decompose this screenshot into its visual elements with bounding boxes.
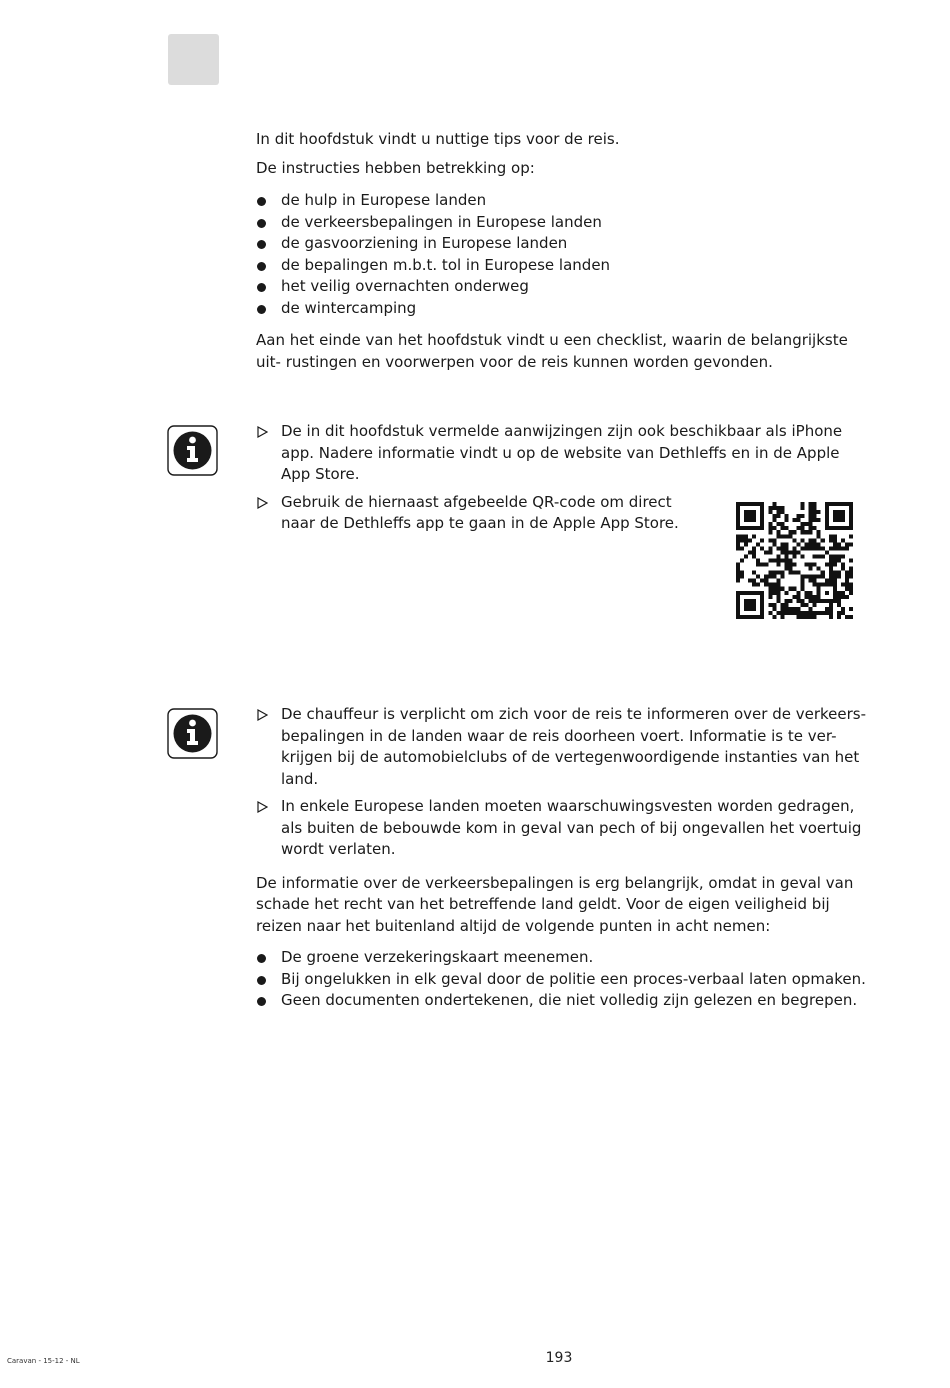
list-item: de wintercamping	[256, 298, 866, 320]
note-2	[256, 704, 866, 1012]
info-icon	[167, 708, 218, 759]
note-2-item-1: De chauffeur is verplicht om zich voor de reis te informeren over de verkeers- bepalingen in de landen waar de reis doorheen voert. Informatie is te ver- krijgen bij de automobielclubs of de vertegenwoordigende instanties van het land.	[281, 705, 867, 788]
note-1-item-2: Gebruik de hiernaast afgebeelde QR-code om direct naar de Dethleffs app te gaan in de Apple App Store.	[281, 492, 679, 532]
list-item	[256, 421, 866, 486]
list-item: de gasvoorziening in Europese landen	[256, 233, 866, 255]
list-item: Geen documenten ondertekenen, die niet volledig zijn gelezen en begrepen.	[256, 990, 866, 1012]
intro-section	[256, 129, 866, 373]
note-2-bullet-list	[256, 947, 866, 1012]
list-item	[256, 704, 866, 790]
note-1-item-1: De in dit hoofdstuk vermelde aanwijzingen zijn ook beschikbaar als iPhone app. Nadere informatie vindt u op de website van Dethleffs en in de Apple App Store.	[281, 422, 843, 483]
qr-code	[736, 502, 853, 619]
list-item: het veilig overnachten onderweg	[256, 276, 866, 298]
intro-line-2: De instructies hebben betrekking op:	[256, 158, 535, 177]
footer-doc-id: Caravan - 15-12 - NL	[7, 1357, 80, 1365]
list-item: Bij ongelukken in elk geval door de politie een proces-verbaal laten opmaken.	[256, 969, 866, 991]
note-2-list	[256, 704, 866, 861]
intro-line-1: In dit hoofdstuk vindt u nuttige tips voor de reis.	[256, 130, 620, 148]
info-icon	[167, 425, 218, 476]
note-2-paragraph: De informatie over de verkeersbepalingen is erg belangrijk, omdat in geval van schade het recht van het betreffende land geldt. Voor de eigen veiligheid bij reizen naar het buitenland altijd de volgende punten in acht nemen:	[256, 873, 854, 935]
list-item: de verkeersbepalingen in Europese landen	[256, 212, 866, 234]
list-item: de hulp in Europese landen	[256, 190, 866, 212]
list-item: de bepalingen m.b.t. tol in Europese landen	[256, 255, 866, 277]
intro-closing: Aan het einde van het hoofdstuk vindt u een checklist, waarin de belangrijkste uit- rustingen en voorwerpen voor de reis kunnen worden gevonden.	[256, 331, 848, 371]
chapter-tab	[168, 34, 219, 85]
list-item: De groene verzekeringskaart meenemen.	[256, 947, 866, 969]
page-number: 193	[545, 1350, 573, 1366]
intro-bullet-list	[256, 190, 866, 319]
note-2-item-2: In enkele Europese landen moeten waarschuwingsvesten worden gedragen, als buiten de bebouwde kom in geval van pech of bij ongevallen het voertuig wordt verlaten.	[281, 797, 862, 858]
list-item	[256, 796, 866, 861]
